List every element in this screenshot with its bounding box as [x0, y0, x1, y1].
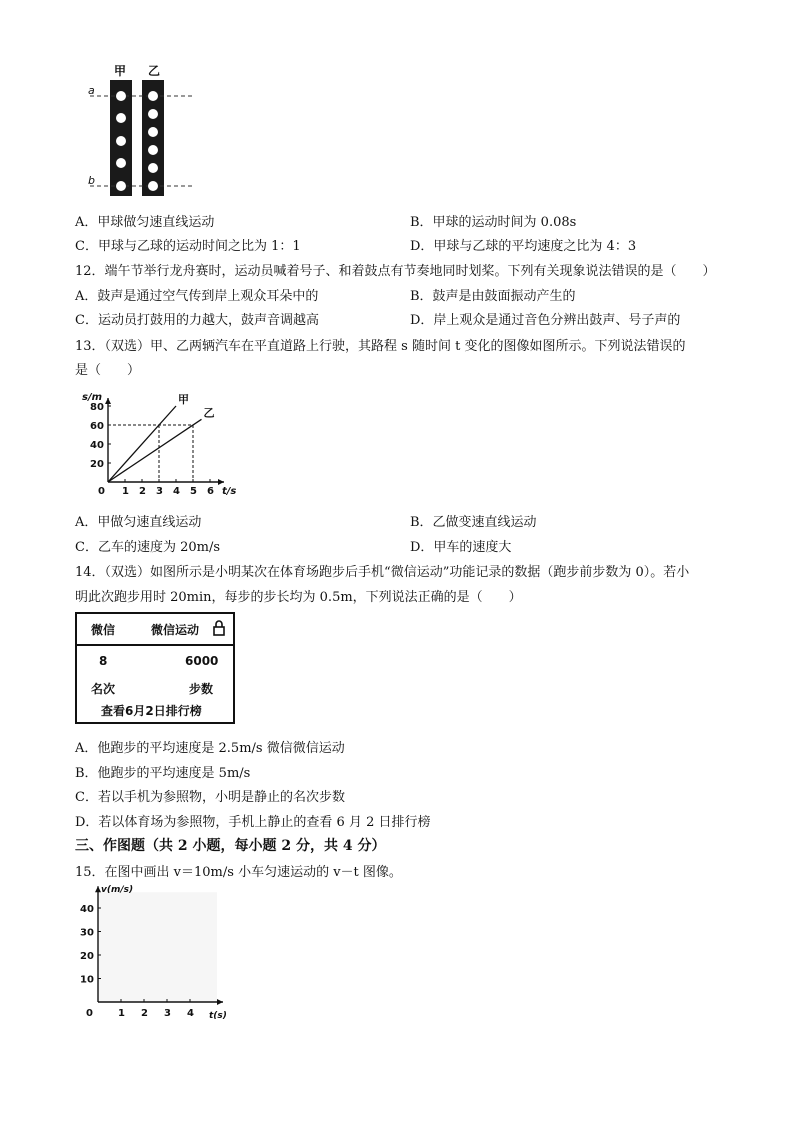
x-axis-arrow — [217, 999, 223, 1005]
ball — [148, 181, 158, 191]
y-axis-label: s/m — [82, 392, 103, 403]
q14-option-b: B．他跑步的平均速度是 5m/s — [75, 766, 251, 781]
ball — [148, 109, 158, 119]
q12-option-b: B．鼓声是由鼓面振动产生的 — [410, 289, 576, 304]
x-tick-label: 4 — [187, 1008, 194, 1019]
q13-stem-line1: 13．（双选）甲、乙两辆汽车在平直道路上行驶，其路程 s 随时间 t 变化的图像如图所示。下列说法错误的 — [75, 339, 686, 354]
y-tick-label: 20 — [90, 459, 104, 470]
series-label-jia: 甲 — [178, 393, 189, 406]
q11-option-a: A．甲球做匀速直线运动 — [75, 215, 215, 230]
y-tick-label: 40 — [90, 440, 104, 451]
q13-stem-line2: 是（ ） — [75, 363, 141, 378]
x-tick-label: 0 — [86, 1008, 93, 1019]
x-tick-label: 5 — [190, 486, 197, 497]
label-jia: 甲 — [114, 64, 127, 78]
q12-option-a: A．鼓声是通过空气传到岸上观众耳朵中的 — [75, 289, 319, 304]
x-tick-label: 2 — [139, 486, 146, 497]
y-tick-label: 60 — [90, 421, 104, 432]
card-rank-value: 8 — [99, 654, 108, 668]
x-tick-label: 2 — [141, 1008, 148, 1019]
card-rank-label: 名次 — [91, 682, 116, 696]
s-t-chart — [80, 388, 240, 500]
card-divider — [77, 644, 233, 646]
ball — [148, 91, 158, 101]
y-tick-label: 10 — [80, 974, 94, 986]
x-axis-label: t(s) — [209, 1011, 227, 1020]
ball — [116, 136, 126, 146]
y-tick-label: 20 — [80, 951, 94, 962]
label-yi: 乙 — [148, 64, 161, 78]
q13-option-d: D．甲车的速度大 — [410, 540, 512, 555]
lock-icon — [213, 620, 225, 639]
q14-option-c: C．若以手机为参照物，小明是静止的名次步数 — [75, 790, 345, 805]
v-t-chart — [80, 880, 230, 1020]
card-leaderboard-link: 查看6月2日排行榜 — [101, 704, 202, 718]
line-a-label: a — [88, 84, 95, 97]
y-axis-label: v(m/s) — [101, 885, 134, 895]
q12-option-c: C．运动员打鼓用的力越大，鼓声音调越高 — [75, 313, 319, 328]
q12-option-d: D．岸上观众是通过音色分辨出鼓声、号子声的 — [410, 313, 681, 328]
y-tick-label: 30 — [80, 927, 94, 939]
y-tick-label: 40 — [80, 904, 94, 915]
card-steps-value: 6000 — [185, 654, 219, 668]
q11-option-d: D．甲球与乙球的平均速度之比为 4：3 — [410, 239, 637, 254]
q15-stem: 15．在图中画出 v＝10m/s 小车匀速运动的 v－t 图像。 — [75, 865, 402, 880]
ball — [148, 163, 158, 173]
y-tick-label: 80 — [90, 402, 104, 413]
y-axis-arrow — [105, 398, 111, 404]
ball — [148, 127, 158, 137]
x-tick-label: 3 — [164, 1008, 171, 1019]
x-axis-label: t/s — [222, 486, 237, 497]
ball-strobe-figure — [80, 62, 192, 200]
q13-option-a: A．甲做匀速直线运动 — [75, 515, 202, 530]
series-line-yi — [108, 419, 202, 482]
q14-option-a: A．他跑步的平均速度是 2.5m/s 微信微信运动 — [75, 741, 345, 756]
ball — [116, 181, 126, 191]
q13-option-b: B．乙做变速直线运动 — [410, 515, 537, 530]
series-label-yi: 乙 — [203, 406, 215, 420]
card-feature-name: 微信运动 — [151, 623, 200, 637]
x-tick-label: 0 — [98, 486, 105, 497]
ball — [116, 158, 126, 168]
x-tick-label: 1 — [122, 486, 129, 497]
q14-option-d: D．若以体育场为参照物，手机上静止的查看 6 月 2 日排行榜 — [75, 815, 431, 830]
ball — [116, 91, 126, 101]
line-b-label: b — [88, 174, 95, 187]
x-tick-label: 6 — [207, 486, 214, 497]
q13-option-c: C．乙车的速度为 20m/s — [75, 540, 220, 555]
ball — [116, 113, 126, 123]
q12-stem: 12．端午节举行龙舟赛时，运动员喊着号子、和着鼓点有节奏地同时划桨。下列有关现象说法错误的是（ ） — [75, 264, 716, 279]
card-steps-label: 步数 — [189, 682, 214, 696]
x-tick-label: 4 — [173, 486, 180, 497]
q11-option-c: C．甲球与乙球的运动时间之比为 1：1 — [75, 239, 301, 254]
x-tick-label: 3 — [156, 486, 163, 497]
x-tick-label: 1 — [118, 1008, 125, 1019]
ball — [148, 145, 158, 155]
card-app-name: 微信 — [91, 623, 116, 637]
x-axis-arrow — [218, 479, 224, 485]
wechat-sport-card — [75, 612, 235, 724]
plot-area — [98, 892, 217, 1002]
q14-stem-line2: 明此次跑步用时 20min，每步的步长均为 0.5m，下列说法正确的是（ ） — [75, 590, 522, 605]
section-3-title: 三、作图题（共 2 小题，每小题 2 分，共 4 分） — [75, 838, 386, 854]
q11-option-b: B．甲球的运动时间为 0.08s — [410, 215, 577, 230]
q14-stem-line1: 14．（双选）如图所示是小明某次在体育场跑步后手机“微信运动”功能记录的数据（跑步前步数为 0）。若小 — [75, 565, 690, 580]
